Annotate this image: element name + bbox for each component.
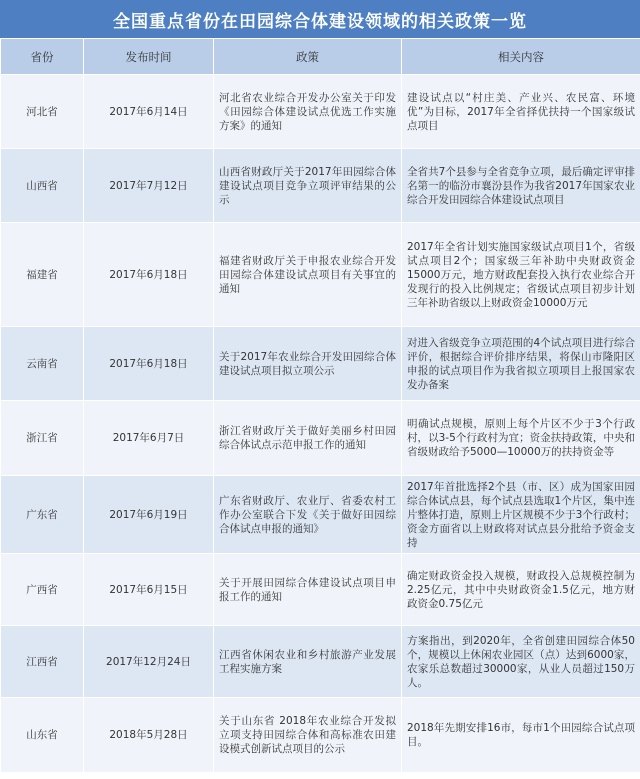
cell-policy: 广东省财政厅、农业厅、省委农村工作办公室联合下发《关于做好田园综合体试点申报的通知》 (214, 476, 402, 554)
cell-province: 广西省 (1, 554, 84, 626)
cell-date: 2017年6月18日 (84, 327, 214, 401)
cell-policy: 浙江省财政厅关于做好美丽乡村田园综合体试点示范申报工作的通知 (214, 401, 402, 476)
table-row (1, 698, 640, 773)
cell-content: 确定财政资金投入规模，财政投入总规模控制为2.25亿元，其中中央财政资金1.5亿元，地方财政资金0.75亿元 (402, 554, 640, 626)
cell-content: 对进入省级竞争立项范围的4个试点项目进行综合评价，根据综合评价排序结果，将保山市隆阳区申报的试点项目作为我省拟立项项目上报国家农发办备案 (402, 327, 640, 401)
cell-content: 2017年全省计划实施国家级试点项目1个，省级试点项目2个；国家级三年补助中央财政资金15000万元，地方财政配套投入执行农业综合开发现行的投入比例规定；省级试点项目初步计划三年补助省级以上财政资金10000万元 (402, 223, 640, 327)
table-row (1, 626, 640, 698)
cell-content: 全省共7个县参与全省竞争立项，最后确定评审排名第一的临汾市襄汾县作为我省2017年国家农业综合开发田园综合体建设试点项目 (402, 149, 640, 223)
cell-province: 浙江省 (1, 401, 84, 476)
table-row (1, 223, 640, 327)
cell-policy: 关于2017年农业综合开发田园综合体建设试点项目拟立项公示 (214, 327, 402, 401)
cell-province: 山东省 (1, 698, 84, 773)
table-header-row (1, 39, 640, 75)
cell-policy: 关于山东省 2018年农业综合开发拟立项支持田园综合体和高标准农田建设模式创新试点项目的公示 (214, 698, 402, 773)
cell-date: 2017年6月18日 (84, 223, 214, 327)
cell-province: 山西省 (1, 149, 84, 223)
table-row (1, 554, 640, 626)
cell-date: 2018年5月28日 (84, 698, 214, 773)
cell-policy: 福建省财政厅关于申报农业综合开发田园综合体建设试点项目有关事宜的通知 (214, 223, 402, 327)
cell-date: 2017年7月12日 (84, 149, 214, 223)
table-row (1, 75, 640, 149)
header-province: 省份 (1, 39, 84, 75)
cell-content: 建设试点以“村庄美、产业兴、农民富、环境优”为目标，2017年全省择优扶持一个国家级试点项目 (402, 75, 640, 149)
cell-date: 2017年6月7日 (84, 401, 214, 476)
cell-policy: 江西省休闲农业和乡村旅游产业发展工程实施方案 (214, 626, 402, 698)
header-date: 发布时间 (84, 39, 214, 75)
table-row (1, 149, 640, 223)
page-title: 全国重点省份在田园综合体建设领域的相关政策一览 (0, 0, 640, 38)
header-content: 相关内容 (402, 39, 640, 75)
cell-content: 2017年首批选择2个县（市、区）成为国家田园综合体试点县，每个试点县选取1个片区，集中连片整体打造，原则上片区规模不少于3个行政村；资金方面省以上财政将对试点县分批给予资金支持 (402, 476, 640, 554)
cell-content: 方案指出，到2020年，全省创建田园综合体50个，规模以上休闲农业园区（点）达到6000家，农家乐总数超过30000家，从业人员超过150万人。 (402, 626, 640, 698)
cell-policy: 关于开展田园综合体建设试点项目申报工作的通知 (214, 554, 402, 626)
cell-date: 2017年12月24日 (84, 626, 214, 698)
cell-content: 明确试点规模，原则上每个片区不少于3个行政村，以3-5个行政村为宜；资金扶持政策，中央和省级财政给予5000—10000万的扶持资金等 (402, 401, 640, 476)
table-row (1, 476, 640, 554)
cell-date: 2017年6月19日 (84, 476, 214, 554)
table-row (1, 401, 640, 476)
cell-province: 江西省 (1, 626, 84, 698)
cell-province: 广东省 (1, 476, 84, 554)
cell-policy: 山西省财政厅关于2017年田园综合体建设试点项目竞争立项评审结果的公示 (214, 149, 402, 223)
header-policy: 政策 (214, 39, 402, 75)
cell-content: 2018年先期安排16市，每市1个田园综合试点项目。 (402, 698, 640, 773)
cell-province: 河北省 (1, 75, 84, 149)
cell-province: 云南省 (1, 327, 84, 401)
cell-date: 2017年6月15日 (84, 554, 214, 626)
cell-date: 2017年6月14日 (84, 75, 214, 149)
cell-province: 福建省 (1, 223, 84, 327)
table-row (1, 327, 640, 401)
policy-table (0, 38, 640, 773)
cell-policy: 河北省农业综合开发办公室关于印发《田园综合体建设试点优选工作实施方案》的通知 (214, 75, 402, 149)
